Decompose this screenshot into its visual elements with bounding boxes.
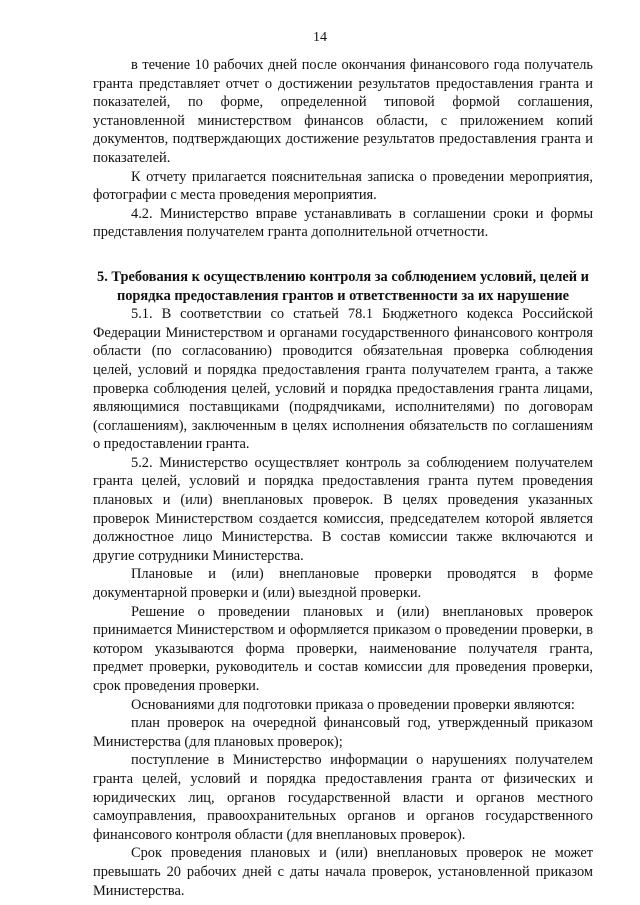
page-number: 14	[313, 30, 327, 45]
paragraph: 5.2. Министерство осуществляет контроль за соблюдением получателем гранта целей, условий и порядка предоставления гранта путем проведения плановых и (или) внеплановых проверок. В целях проведения указанных проверок Министерством создается комиссия, председателем которой является должностное лицо Министерства. В состав комиссии также включаются и другие сотрудники Министерства.	[93, 454, 593, 564]
paragraph: Плановые и (или) внеплановые проверки проводятся в форме документарной проверки и (или) выездной проверки.	[93, 566, 593, 602]
paragraph: поступление в Министерство информации о нарушениях получателем гранта целей, условий и порядка предоставления гранта от физических и юридических лиц, органов государственной власти и органов местного самоуправления, правоохранительных органов и органов государственного финансового контроля области (для внеплановых проверок).	[93, 752, 593, 843]
paragraph: в течение 10 рабочих дней после окончания финансового года получатель гранта представляет отчет о достижении результатов предоставления гранта и показателей, по форме, определенной типовой формой соглашения, установленной министерством финансов области, с приложением копий документов, подтверждающих достижение результатов предоставления гранта и показателей.	[93, 57, 593, 166]
paragraph: 4.2. Министерство вправе устанавливать в соглашении сроки и формы представления получателем гранта дополнительной отчетности.	[93, 205, 593, 241]
document-body	[93, 56, 593, 900]
section-title: 5. Требования к осуществлению контроля за соблюдением условий, целей и порядка предоставления грантов и ответственности за их нарушение	[97, 268, 589, 304]
paragraph: план проверок на очередной финансовый год, утвержденный приказом Министерства (для плановых проверок);	[93, 715, 593, 750]
paragraph: Решение о проведении плановых и (или) внеплановых проверок принимается Министерством и оформляется приказом о проведении проверки, в котором указываются форма проверки, наименование получателя гранта, предмет проверки, руководитель и состав комиссии для проведения проверки, срок проведения проверки.	[93, 603, 593, 694]
paragraph: Срок проведения плановых и (или) внеплановых проверок не может превышать 20 рабочих дней с даты начала проверок, установленной приказом Министерства.	[93, 845, 593, 899]
paragraph: 5.1. В соответствии со статьей 78.1 Бюджетного кодекса Российской Федерации Министерством и органами государственного финансового контроля области (по согласованию) проводится обязательная проверка соблюдения целей, условий и порядка предоставления гранта получателем гранта, а также проверка соблюдения целей, условий и порядка предоставления гранта лицами, являющимися поставщиками (подрядчиками, исполнителями) по договорам (соглашениям), заключенным в целях исполнения обязательств по соглашениям о предоставлении гранта.	[93, 306, 593, 453]
paragraph: Основаниями для подготовки приказа о проведении проверки являются:	[131, 696, 575, 713]
paragraph: К отчету прилагается пояснительная записка о проведении мероприятия, фотографии с места проведения мероприятия.	[93, 168, 593, 204]
